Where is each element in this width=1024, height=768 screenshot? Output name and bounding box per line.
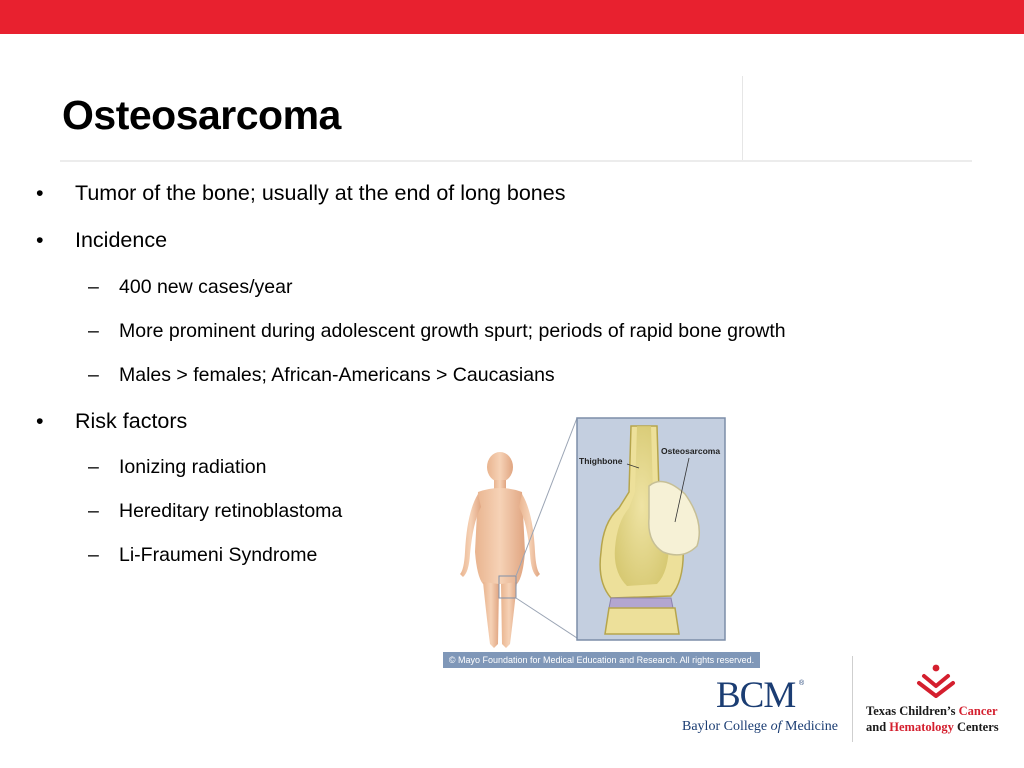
logo-divider xyxy=(852,656,853,742)
sub-bullet-marker: – xyxy=(88,544,99,566)
bcm-name-part: Baylor College xyxy=(682,719,771,734)
tch-text-red: Cancer xyxy=(958,704,998,718)
sub-bullet-marker: – xyxy=(88,364,99,386)
bcm-name-of: of xyxy=(770,719,782,734)
sub-bullet-marker: – xyxy=(88,320,99,342)
bcm-trademark: ® xyxy=(799,680,805,687)
bullet-marker: • xyxy=(36,228,44,252)
sub-bullet-text: Ionizing radiation xyxy=(119,456,267,478)
tch-text: Centers xyxy=(953,720,999,734)
tch-text: and xyxy=(866,720,890,734)
bullet-text: Tumor of the bone; usually at the end of long bones xyxy=(75,181,566,205)
slide-title: Osteosarcoma xyxy=(62,92,341,138)
sub-bullet-marker: – xyxy=(88,500,99,522)
osteosarcoma-illustration xyxy=(443,412,763,668)
image-caption: © Mayo Foundation for Medical Education and Research. All rights reserved. xyxy=(443,652,760,668)
bcm-name xyxy=(682,719,838,735)
tch-name-line2 xyxy=(866,720,999,735)
tch-text: Texas Children’s xyxy=(866,704,959,718)
bcm-logo: BCM xyxy=(716,675,796,716)
bullet-marker: • xyxy=(36,409,44,433)
tch-name-line1 xyxy=(866,704,998,719)
bullet-text: Incidence xyxy=(75,228,168,252)
tch-heart-emblem-icon xyxy=(912,664,960,704)
top-accent-bar xyxy=(0,0,1024,34)
bullet-text: Risk factors xyxy=(75,409,188,433)
bullet-marker: • xyxy=(36,181,44,205)
sub-bullet-text: Li-Fraumeni Syndrome xyxy=(119,544,318,566)
sub-bullet-text: More prominent during adolescent growth spurt; periods of rapid bone growth xyxy=(119,320,786,342)
sub-bullet-text: Males > females; African-Americans > Caucasians xyxy=(119,364,555,386)
title-divider xyxy=(60,160,972,162)
sub-bullet-marker: – xyxy=(88,276,99,298)
label-thighbone: Thighbone xyxy=(579,456,623,466)
sub-bullet-text: 400 new cases/year xyxy=(119,276,293,298)
title-divider-vertical xyxy=(742,76,743,160)
tch-text-red: Hematology xyxy=(889,720,954,734)
label-osteosarcoma: Osteosarcoma xyxy=(661,446,721,456)
sub-bullet-marker: – xyxy=(88,456,99,478)
sub-bullet-text: Hereditary retinoblastoma xyxy=(119,500,343,522)
bcm-name-part: Medicine xyxy=(781,719,838,734)
human-figure-icon xyxy=(460,452,540,648)
